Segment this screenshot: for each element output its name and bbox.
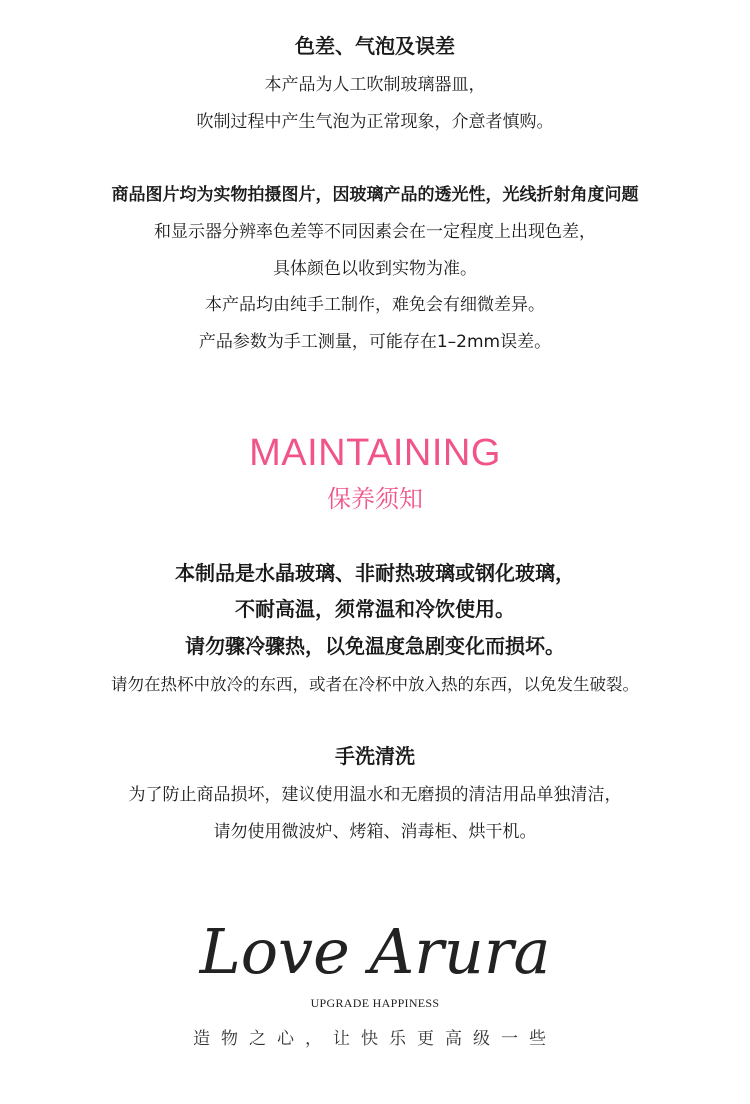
- section2-line-4: 本产品均由纯手工制作，难免会有细微差异。: [205, 295, 545, 315]
- section2-line-2: 和显示器分辨率色差等不同因素会在一定程度上出现色差，: [154, 222, 596, 242]
- handwash-title: 手洗清洗: [335, 744, 415, 768]
- maintaining-line-2: 不耐高温，须常温和冷饮使用。: [235, 597, 515, 621]
- maintaining-line-3: 请勿骤冷骤热，以免温度急剧变化而损坏。: [185, 634, 565, 658]
- section1-line-1: 本产品为人工吹制玻璃器皿，: [264, 75, 486, 95]
- section2-line-1: 商品图片均为实物拍摄图片，因玻璃产品的透光性，光线折射角度问题: [111, 185, 639, 205]
- maintaining-line-1: 本制品是水晶玻璃、非耐热玻璃或钢化玻璃，: [175, 561, 575, 585]
- handwash-line-1: 为了防止商品损坏，建议使用温水和无磨损的清洁用品单独清洁，: [128, 785, 622, 805]
- section1-line-2: 吹制过程中产生气泡为正常现象，介意者慎购。: [196, 112, 554, 132]
- handwash-line-2: 请勿使用微波炉、烤箱、消毒柜、烘干机。: [213, 822, 537, 842]
- brand-tagline: UPGRADE HAPPINESS: [310, 996, 440, 1010]
- section2-line-5: 产品参数为手工测量，可能存在1–2mm误差。: [198, 332, 552, 352]
- color-bubble-error-title: 色差、气泡及误差: [295, 34, 455, 58]
- brand-slogan: 造物之心，让快乐更高级一些: [193, 1029, 557, 1049]
- brand-logo: Love Arura: [199, 915, 551, 988]
- maintaining-title: MAINTAINING: [249, 432, 501, 474]
- maintaining-cn-title: 保养须知: [327, 485, 423, 513]
- section2-line-3: 具体颜色以收到实物为准。: [273, 259, 477, 279]
- maintaining-note: 请勿在热杯中放冷的东西，或者在冷杯中放入热的东西，以免发生破裂。: [111, 675, 639, 694]
